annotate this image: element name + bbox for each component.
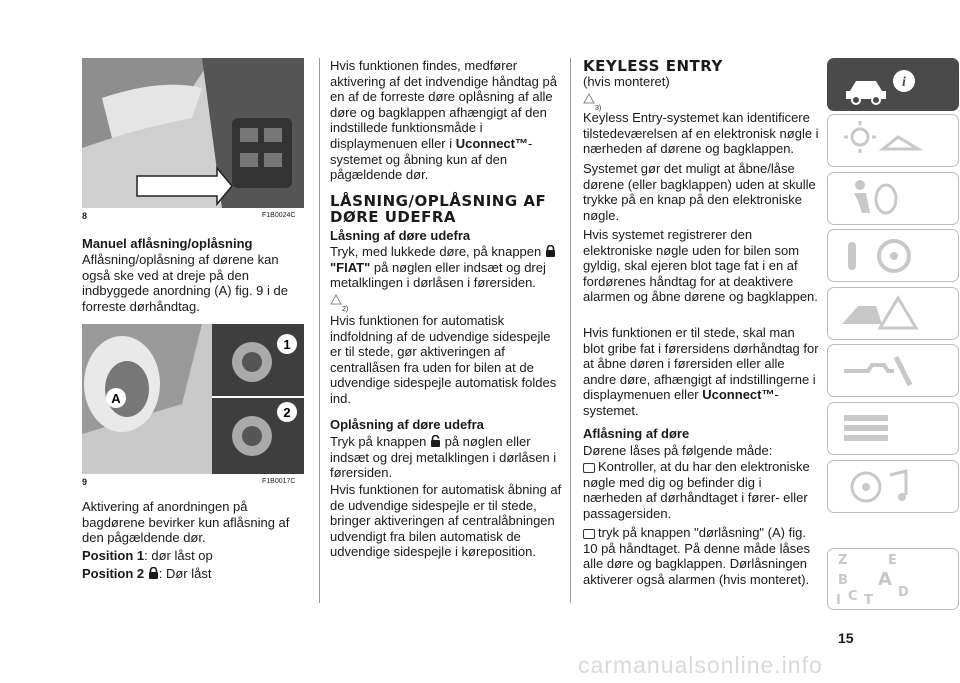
bullet-item-2-text: tryk på knappen "dørlåsning" (A) fig. 10 på håndtaget. På denne måde låses alle døre og bagklappen. Dørlåsningen aktiverer også alarmen (hvis monteret). xyxy=(583,525,810,587)
figure-8-number: 8 xyxy=(82,211,88,221)
tab-technical-data[interactable] xyxy=(827,402,959,455)
lock-outside-text-b: på nøglen eller indsæt og drej metalklingen i dørlåsen i førersiden. xyxy=(330,259,546,291)
technical-data-icon xyxy=(828,403,958,454)
figure-8 xyxy=(82,58,304,208)
index-letter-a: A xyxy=(878,569,892,590)
multimedia-icon xyxy=(828,461,958,512)
lock-icon xyxy=(148,567,159,579)
watermark: carmanualsonline.info xyxy=(578,652,823,678)
rear-doors-text: Aktivering af anordningen på bagdørene bevirker kun aflåsning af den pågældende dør. xyxy=(82,499,290,546)
lock-outside-text-a: Tryk, med lukkede døre, på knappen xyxy=(330,244,542,259)
tab-alphabetical-index[interactable] xyxy=(827,548,959,610)
alphabetical-index-icon xyxy=(828,549,958,609)
tab-maintenance[interactable] xyxy=(827,344,959,397)
tab-safety[interactable] xyxy=(827,172,959,225)
figure-9-code: F1B0017C xyxy=(262,478,296,485)
position-1-text: : dør låst op xyxy=(144,548,213,563)
tab-warning-lights[interactable] xyxy=(827,114,959,167)
index-letter-b: B xyxy=(838,573,848,588)
svg-text:i: i xyxy=(902,75,906,90)
heading-unlock-outside: Oplåsning af døre udefra xyxy=(330,417,484,432)
warning-lights-icon xyxy=(828,115,958,166)
bullet-item-1-text: Kontroller, at du har den elektroniske nøgle med dig og befinder dig i nærheden af dørhåndtaget i fører- eller passagersiden. xyxy=(583,459,810,521)
keyless-para-3: Hvis systemet registrerer den elektroniske nøgle uden for bilen som gyldig, skal ejeren blot tage fat i en af fordørenes håndtag for at deaktivere alarmen og åbne dørene og bagklappen. xyxy=(583,227,818,305)
door-handle-photo xyxy=(82,58,304,208)
heading-manual-locking: Manuel aflåsning/oplåsning xyxy=(82,236,253,251)
car-info-icon xyxy=(828,59,958,110)
figure-9-number: 9 xyxy=(82,477,88,487)
inside-handle-text xyxy=(330,58,558,183)
lock-outside-text xyxy=(330,244,560,291)
tab-starting-driving[interactable] xyxy=(827,229,959,282)
unlock-outside-text xyxy=(330,434,562,481)
fiat-button-label: "FIAT" xyxy=(330,259,371,275)
unlock-outside-text-a: Tryk på knappen xyxy=(330,434,427,449)
tab-car-info[interactable] xyxy=(827,58,959,111)
keyless-subtitle: (hvis monteret) xyxy=(583,74,670,89)
keyless-para-4-a: Hvis funktionen er til stede, skal man blot gribe fat i førersidens dørhåndtag for at åbne døren i førersiden eller alle andre døre, afhængigt af indstillingerne i displaymenuen eller xyxy=(583,325,819,403)
uconnect-label-2: Uconnect™ xyxy=(702,387,775,403)
uconnect-label-1: Uconnect™ xyxy=(455,135,528,151)
index-letter-e: E xyxy=(888,553,897,568)
figure-9 xyxy=(82,324,304,474)
inside-handle-text-b: -systemet og åbning kun af den pågældende dør. xyxy=(330,135,533,183)
bullet-item-2 xyxy=(583,525,819,587)
index-letter-i: I xyxy=(836,593,841,608)
section-locking-outside: LÅSNING/OPLÅSNING AF DØRE UDEFRA xyxy=(330,192,547,226)
mirror-unfold-text: Hvis funktionen for automatisk åbning af de udvendige sidespejle er til stede, bringer aktiveringen af centralåbningen udvendigt fra bilen automatisk de udvendige sidespejle i køreposition. xyxy=(330,482,562,560)
emergency-triangle-icon xyxy=(828,288,958,339)
column-divider-1 xyxy=(319,58,320,603)
position-1-label: Position 1 xyxy=(82,548,145,563)
bullet-icon xyxy=(583,463,595,473)
reference-3 xyxy=(583,93,602,112)
warning-icon xyxy=(330,294,342,305)
mirror-fold-text: Hvis funktionen for automatisk indfoldning af de udvendige sidespejle er til stede, gør aktiveringen af centrallåsen fra uden for bilen at de udvendige sidespejle automatisk foldes ind. xyxy=(330,313,557,406)
figure-8-code: F1B0024C xyxy=(262,212,296,219)
heading-lock-outside: Låsning af døre udefra xyxy=(330,228,471,243)
position-2-label: Position 2 xyxy=(82,566,145,581)
position-2 xyxy=(82,566,307,582)
keyless-para-4 xyxy=(583,325,819,419)
steering-start-icon xyxy=(828,230,958,281)
index-letter-z: Z xyxy=(838,553,848,568)
keyless-para-2: Systemet gør det muligt at åbne/låse dørene (eller bagklappen) uden at skulle trykke på en knap på den elektroniske nøgle. xyxy=(583,161,816,223)
section-keyless-entry: KEYLESS ENTRY xyxy=(583,57,723,75)
bullet-item-1 xyxy=(583,459,819,521)
column-divider-2 xyxy=(570,58,571,603)
tab-multimedia[interactable] xyxy=(827,460,959,513)
unlock-icon xyxy=(430,435,441,447)
keyless-para-1: Keyless Entry-systemet kan identificere tilstedeværelsen af en elektronisk nøgle i nærheden af dørene og bagklappen. xyxy=(583,110,819,157)
position-1 xyxy=(82,548,307,564)
airbag-safety-icon xyxy=(828,173,958,224)
door-lock-photo xyxy=(82,324,304,474)
figure-9-label-a: A xyxy=(111,391,121,406)
reference-2-label: 2) xyxy=(342,306,349,313)
door-locking-intro: Dørene låses på følgende måde: xyxy=(583,443,773,458)
warning-icon xyxy=(583,93,595,104)
manual-locking-text: Aflåsning/oplåsning af dørene kan også ske ved at dreje på den indbyggede anordning (A) fig. 9 i de forreste dørhåndtag. xyxy=(82,252,288,314)
position-2-text: : Dør låst xyxy=(158,566,212,581)
bullet-icon xyxy=(583,529,595,539)
lock-icon xyxy=(545,245,556,257)
keyless-para-4-b: -systemet. xyxy=(583,387,779,418)
unlock-outside-text-b: på nøglen eller indsæt og drej metalklingen i dørlåsen i førersiden. xyxy=(330,434,557,481)
tab-emergency[interactable] xyxy=(827,287,959,340)
index-letter-d: D xyxy=(898,585,909,600)
page-number: 15 xyxy=(838,630,854,646)
index-letter-t: T xyxy=(864,593,873,608)
maintenance-icon xyxy=(828,345,958,396)
reference-2 xyxy=(330,294,349,313)
reference-3-label: 3) xyxy=(595,105,602,112)
figure-9-label-2: 2 xyxy=(283,405,291,420)
heading-door-locking: Aflåsning af døre xyxy=(583,426,690,441)
index-letter-c: C xyxy=(848,589,858,604)
inside-handle-text-a: Hvis funktionen findes, medfører aktivering af det indvendige håndtag på en af de forreste døre oplåsning af alle døre og bagklappen afhængigt af den indstillede funktionsmåde i displaymenuen eller i xyxy=(330,58,557,151)
figure-9-label-1: 1 xyxy=(283,337,291,352)
